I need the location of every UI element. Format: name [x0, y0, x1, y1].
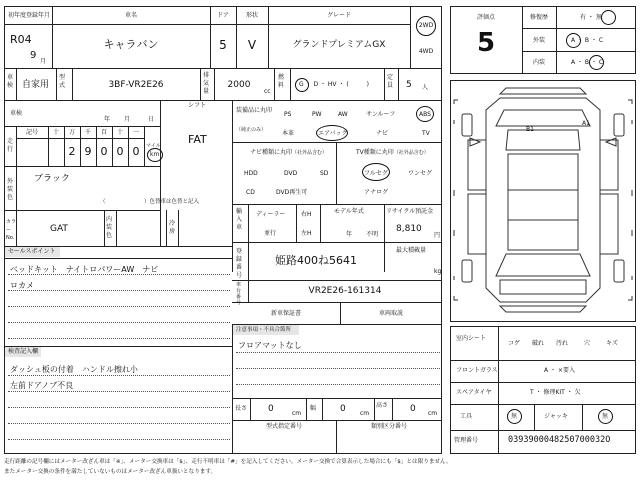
registration-value: 姫路400ね5641	[275, 254, 357, 267]
tv-fullseg: フルセグ	[364, 170, 388, 177]
equipment-airbag: エアバッグ	[318, 130, 348, 137]
mileage-header: 万	[68, 129, 75, 136]
first-reg-month: 9	[30, 50, 37, 61]
model-label: 型式	[59, 74, 66, 89]
sales-point-line: ベッドキット ナイトロパワーAW ナビ	[10, 265, 159, 274]
height-value: 0	[410, 404, 416, 414]
exterior-grade-options: A ・ B ・ C	[571, 37, 604, 44]
mileage-header: 百	[100, 129, 107, 136]
equipment-ps: PS	[284, 111, 292, 118]
width-value: 0	[340, 404, 346, 414]
nav-sd: SD	[320, 170, 329, 177]
jack-value: 無	[602, 413, 609, 420]
mileage-digit: 0	[100, 145, 108, 158]
inspector-line: ダッシュ板の付着 ハンドル擦れ小	[10, 365, 138, 374]
notes-label: 注意事項・不具合箇所	[236, 327, 292, 333]
displacement-unit: cc	[264, 88, 271, 95]
sales-points-label: セールスポイント	[8, 248, 56, 255]
nav-dvd: DVD	[284, 170, 298, 177]
windshield-label: フロントガラス	[456, 367, 498, 374]
shift-label: シフト	[188, 102, 207, 109]
model-value: 3BF-VR2E26	[108, 80, 164, 90]
warranty-label: 新車保証書	[270, 310, 301, 317]
diagram-mark-b1: B1	[526, 126, 534, 133]
inspection-month: 月	[124, 116, 131, 123]
management-number: 0393900048250700032O	[508, 435, 611, 445]
exterior-color-note: （ ）色替車は色替と記入	[100, 199, 200, 205]
equipment-sublabel: （純正のみ）	[236, 127, 267, 133]
import-left-h: 左H	[301, 230, 312, 237]
import-label: 輸入車	[236, 208, 243, 231]
load-unit: kg	[434, 268, 442, 275]
mileage-header: 記号	[25, 129, 38, 136]
footer-note-1: 走行距離の記号欄にはメーター改ざん車は「※」、メーター交換車は「$」、走行不明車は「#」を記入してください。メーター交換で合算表示した場合にも「$」とは限りません。	[4, 459, 452, 465]
equipment-navi: ナビ	[376, 130, 389, 137]
equipment-aw: AW	[338, 111, 348, 118]
inspection-day: 日	[148, 116, 155, 123]
mileage-header: 千	[84, 129, 91, 136]
drive-4wd: 4WD	[418, 48, 434, 55]
interior-sheet-label: 室内シート	[456, 335, 487, 342]
repair-label: 修復歴	[529, 14, 548, 21]
manual-label: 車両取説	[378, 310, 403, 317]
interior-grade-options: A ・ B ・ C	[571, 59, 604, 66]
model-year-unknown: 不明	[366, 231, 379, 238]
mileage-digit: 0	[116, 145, 124, 158]
nav-type-header: ナビ種類に丸印（社外品含む）	[250, 149, 328, 156]
inspection-label: 車検	[7, 74, 14, 89]
vehicle-damage-diagram	[450, 80, 636, 322]
score-value: 5	[476, 28, 496, 58]
inspector-label: 検査記入欄	[8, 348, 39, 355]
fuel-label: 燃料	[278, 74, 285, 89]
registration-label: 登録番号	[236, 248, 243, 279]
mileage-digit: 2	[68, 145, 76, 158]
interior-sheet-item: キズ	[606, 340, 618, 347]
recycle-label: リサイクル預託金	[386, 208, 434, 215]
mileage-unit-mile: マイル	[146, 143, 161, 149]
tv-type-header: TV種類に丸印（社外品含む）	[356, 149, 429, 156]
category-number-label: 類別区分番号	[370, 423, 407, 430]
private-use: 自家用	[22, 80, 50, 90]
doors-value: 5	[219, 38, 227, 52]
capacity-value: 5	[406, 80, 412, 90]
mileage-digit: 0	[132, 145, 140, 158]
tv-analog: アナログ	[364, 189, 389, 196]
shift-value: FAT	[188, 133, 207, 146]
exterior-color-value: ブラック	[34, 174, 70, 184]
ac-label: 冷房	[169, 220, 176, 235]
import-dealer: ディーラー	[256, 211, 286, 218]
type-number-label: 型式指定番号	[265, 423, 302, 430]
interior-grade-label: 内装	[532, 59, 545, 66]
chassis-label: 車台番号	[236, 282, 242, 306]
length-label: 長さ	[235, 405, 248, 412]
first-reg-era: R04	[10, 33, 32, 46]
shape-value: V	[247, 38, 257, 52]
capacity-unit: 人	[422, 84, 429, 91]
shape-label: 形状	[245, 12, 258, 19]
first-reg-label: 初年度登録年月	[8, 12, 51, 19]
management-label: 管理番号	[454, 437, 479, 444]
inspection-year: 年	[104, 116, 111, 123]
inspector-line: 左前ドアノブ不良	[10, 381, 74, 390]
height-unit: cm	[428, 410, 438, 417]
inspection-date-label: 車検	[10, 110, 23, 117]
recycle-value: 8,810	[396, 224, 422, 234]
equipment-leather: 本革	[282, 130, 295, 137]
color-no-value: GAT	[50, 224, 68, 234]
exterior-grade-label: 外装	[532, 37, 545, 44]
equipment-tv: TV	[422, 130, 430, 137]
grade-label: グレード	[326, 12, 351, 19]
nav-cd: CD	[246, 189, 255, 196]
length-value: 0	[268, 404, 274, 414]
equipment-sunroof: サンルーフ	[366, 111, 396, 118]
tv-oneseg: ワンセグ	[408, 170, 433, 177]
equipment-pw: PW	[312, 111, 322, 118]
color-no-label: カラーNo.	[6, 219, 17, 241]
mileage-header: 一	[132, 129, 139, 136]
model-year-year: 年	[346, 231, 353, 238]
interior-sheet-item: 汚れ	[556, 340, 569, 347]
interior-sheet-item: コゲ	[508, 340, 521, 347]
first-reg-month-unit: 月	[40, 58, 47, 65]
interior-b-circle	[589, 55, 604, 70]
spare-tire-label: スペアタイヤ	[456, 389, 492, 396]
load-label: 最大積載量	[396, 247, 427, 254]
spare-tire-options: T ・ 修理KIT ・ 欠	[530, 389, 581, 396]
nav-hdd: HDD	[244, 170, 258, 177]
mileage-unit-km: km	[150, 151, 160, 158]
import-parallel: 並行	[264, 230, 277, 237]
diagram-mark-a1: A1	[582, 120, 590, 127]
length-unit: cm	[292, 410, 302, 417]
displacement-label: 排気量	[203, 72, 210, 95]
fuel-options: G ・ D ・ HV ・ ( )	[299, 81, 370, 88]
car-name: キャラバン	[103, 38, 159, 51]
model-year-label: モデル年式	[334, 208, 364, 215]
notes-line: フロアマットなし	[238, 341, 302, 350]
mileage-label: 走行	[7, 138, 14, 153]
recycle-unit: 円	[434, 232, 441, 239]
equipment-abs: ABS	[419, 111, 431, 118]
interior-sheet-item: 破れ	[532, 340, 545, 347]
equipment-label: 装備品に丸印	[236, 107, 273, 114]
jack-label: ジャッキ	[544, 413, 568, 420]
mileage-digit: 9	[84, 145, 92, 158]
width-unit: cm	[360, 410, 370, 417]
sales-point-line: ロカメ	[10, 281, 34, 290]
width-label: 幅	[310, 405, 317, 412]
interior-color-label: 内装色	[106, 216, 113, 239]
score-label: 評価点	[476, 14, 495, 21]
import-right-h: 右H	[301, 211, 312, 218]
capacity-label: 定員	[387, 74, 394, 89]
tools-label: 工具	[460, 413, 473, 420]
footer-note-2: またメーター交換の条件を満たしていないものはメーター改ざん車扱いとなります。	[4, 469, 217, 475]
exterior-color-label: 外装色	[7, 178, 14, 201]
displacement-value: 2000	[227, 80, 251, 90]
chassis-value: VR2E26-161314	[308, 286, 382, 296]
interior-sheet-item: 穴	[584, 340, 591, 347]
repair-none-circle	[601, 10, 616, 25]
doors-label: ドア	[217, 12, 229, 19]
drive-2wd: 2WD	[418, 22, 434, 29]
car-name-label: 車名	[124, 12, 137, 19]
windshield-options: A ・ ×要入	[544, 367, 575, 374]
mileage-header: 十	[116, 129, 123, 136]
tools-value: 無	[511, 413, 518, 420]
mileage-header: 十	[52, 129, 59, 136]
repair-options: 有 ・ 無	[580, 14, 602, 21]
exterior-a-circle	[566, 33, 581, 48]
height-label: 高さ	[376, 402, 389, 409]
grade-value: グランドプレミアムGX	[292, 40, 386, 50]
nav-dvd-play: DVD再生可	[276, 189, 308, 196]
